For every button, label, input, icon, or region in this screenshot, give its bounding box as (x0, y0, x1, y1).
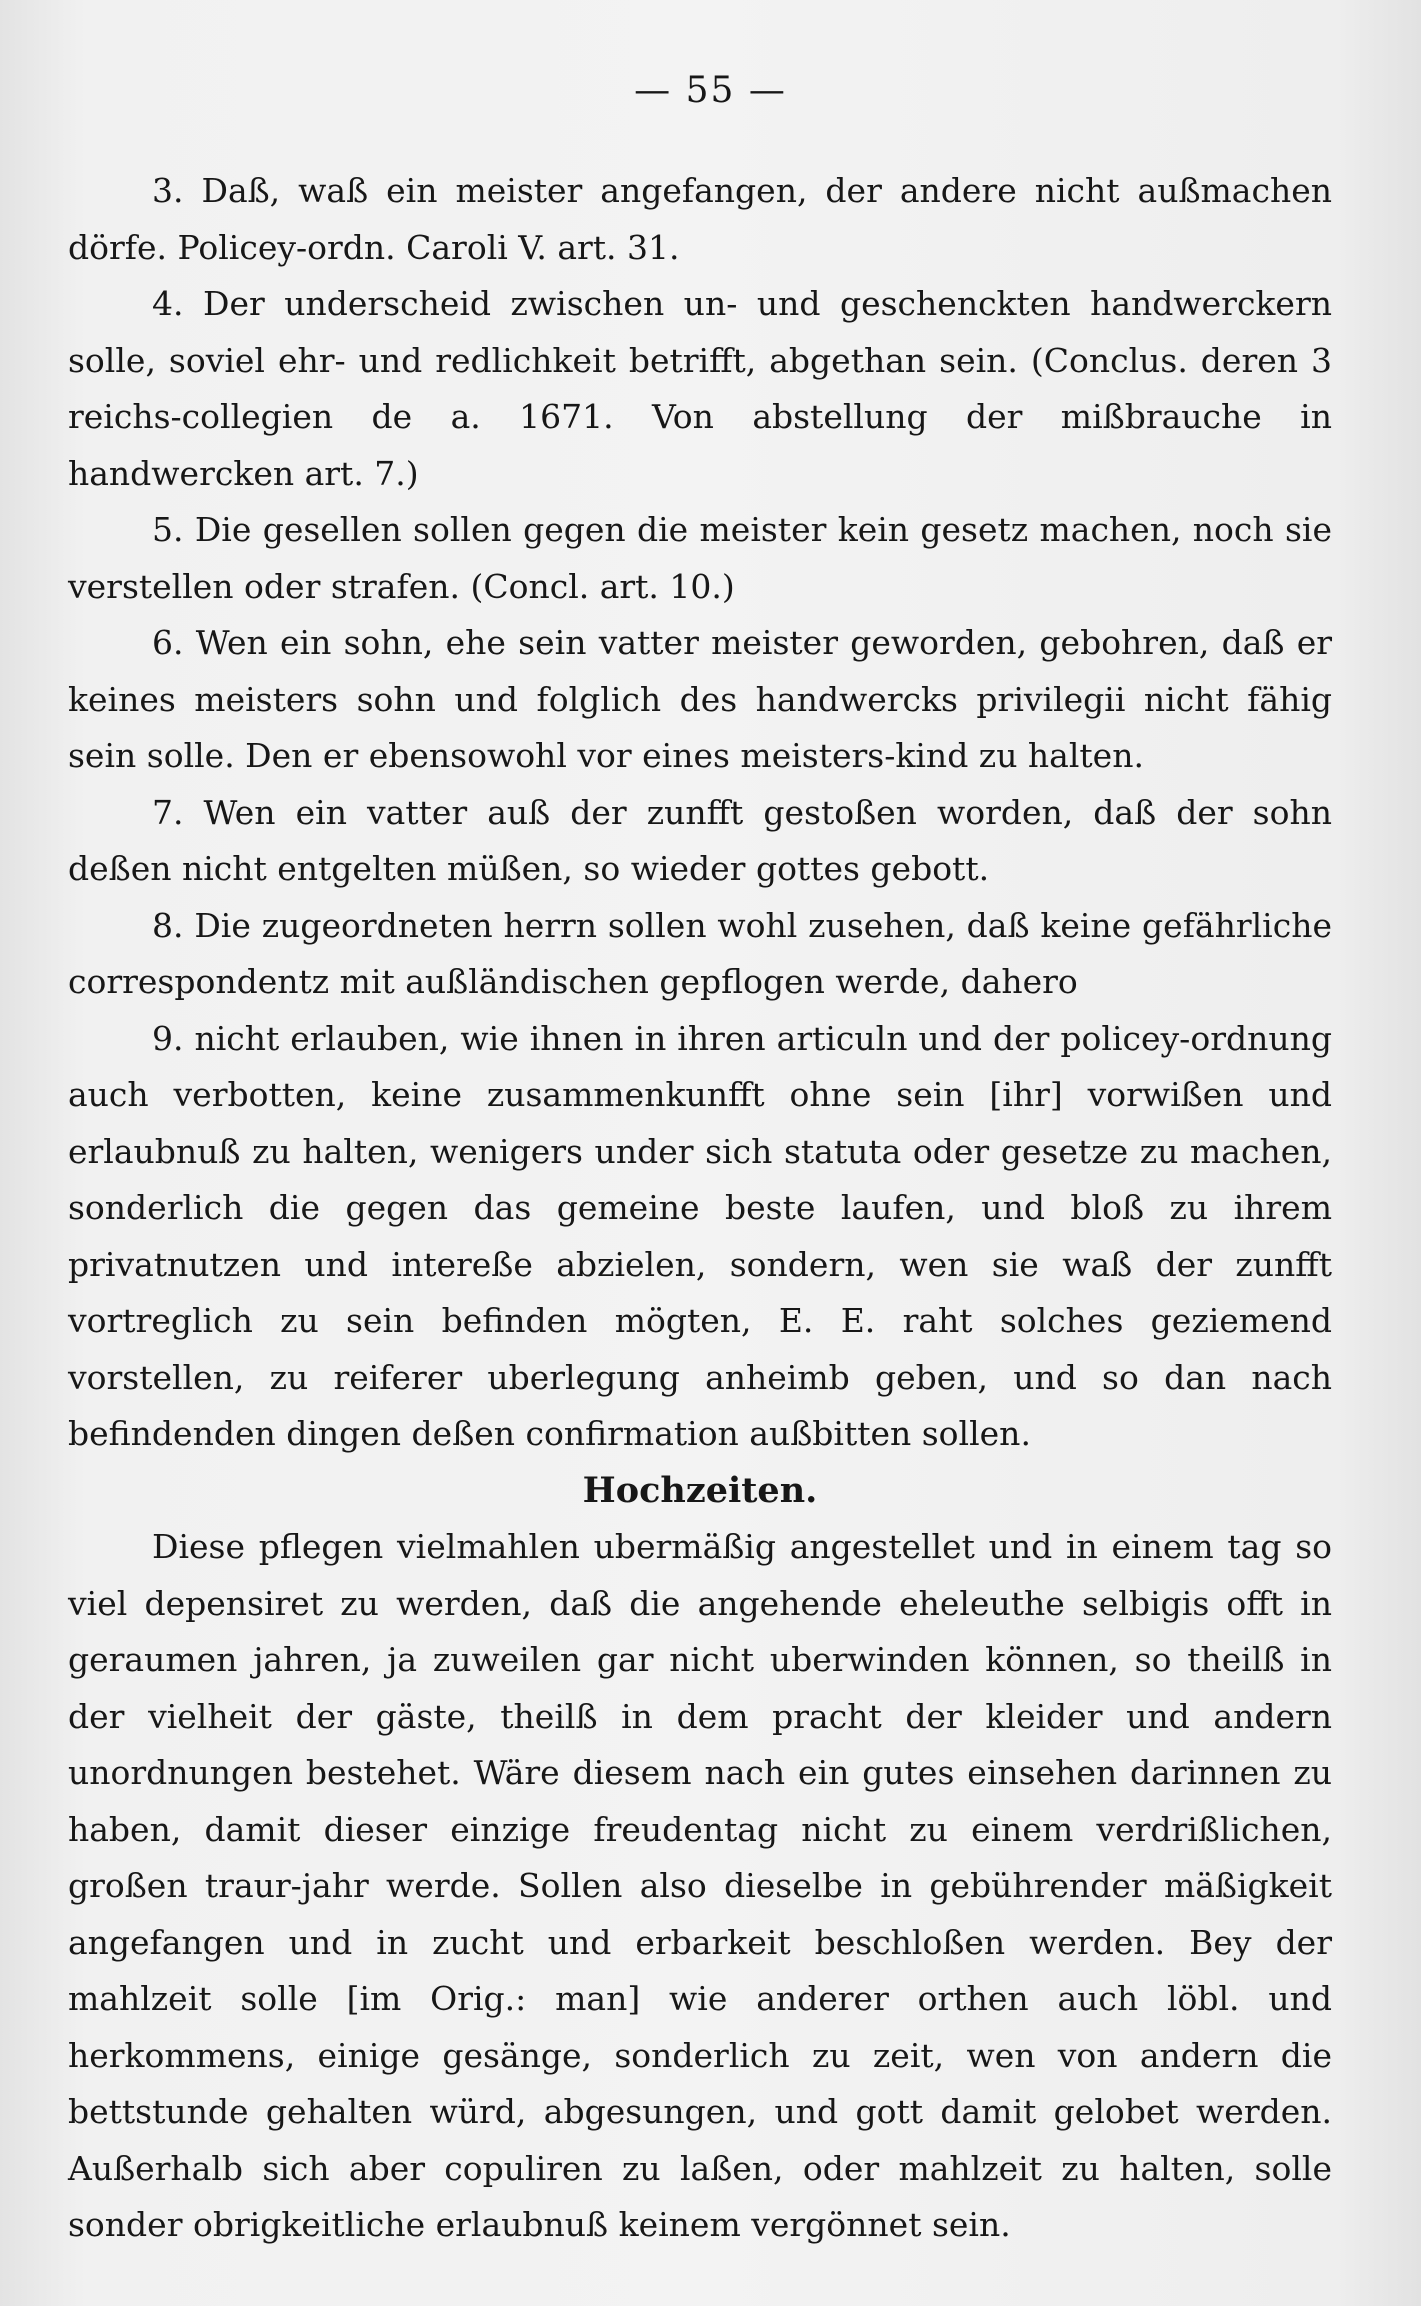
paragraph-item-6: 6. Wen ein sohn, ehe sein vatter meister geworden, gebohren, daß er keines meisters sohn und folglich des handwercks privilegii nicht fähig sein solle. Den er ebensowohl vor eines meisters-kind zu halten. (68, 623, 1332, 775)
page-number: — 55 — (634, 70, 787, 111)
section-heading: Hochzeiten. (582, 1469, 818, 1511)
paragraph-item-7: 7. Wen ein vatter auß der zunfft gestoßen worden, daß der sohn deßen nicht entgelten müßen, so wieder gottes gebott. (68, 792, 1332, 888)
section-paragraph: Diese pflegen vielmahlen ubermäßig angestellet und in einem tag so viel depensiret zu werden, daß die angehende eheleuthe selbigis offt in geraumen jahren, ja zuweilen gar nicht uberwinden können, so theilß in der vielheit der gäste, theilß in dem pracht der kleider und andern unordnungen bestehet. Wäre diesem nach ein gutes einsehen darinnen zu haben, damit dieser einzige freudentag nicht zu einem verdrißlichen, großen traur-jahr werde. Sollen also dieselbe in gebührender mäßigkeit angefangen und in zucht und erbarkeit beschloßen werden. Bey der mahlzeit solle [im Orig.: man] wie anderer orthen auch löbl. und herkommens, einige gesänge, sonderlich zu zeit, wen von andern die bettstunde gehalten würd, abgesungen, und gott damit gelobet werden. Außerhalb sich aber copuliren zu laßen, oder mahlzeit zu halten, solle sonder obrigkeitliche erlaubnuß keinem vergönnet sein. (68, 1527, 1332, 2244)
paragraph-item-5: 5. Die gesellen sollen gegen die meister kein gesetz machen, noch sie verstellen oder strafen. (Concl. art. 10.) (68, 510, 1332, 606)
text-column (68, 163, 1332, 2254)
paragraph-item-4: 4. Der underscheid zwischen un- und geschenckten handwerckern solle, soviel ehr- und redlichkeit betrifft, abgethan sein. (Conclus. deren 3 reichs-collegien de a. 1671. Von abstellung der mißbrauche in handwercken art. 7.) (68, 284, 1332, 493)
paragraph-item-9: 9. nicht erlauben, wie ihnen in ihren articuln und der policey-ordnung auch verbotten, keine zusammenkunfft ohne sein [ihr] vorwißen und erlaubnuß zu halten, wenigers under sich statuta oder gesetze zu machen, sonderlich die gegen das gemeine beste laufen, und bloß zu ihrem privatnutzen und intereße abzielen, sondern, wen sie waß der zunfft vortreglich zu sein befinden mögten, E. E. raht solches geziemend vorstellen, zu reiferer uberlegung anheimb geben, und so dan nach befindenden dingen deßen confirmation außbitten sollen. (68, 1018, 1332, 1453)
paragraph-item-8: 8. Die zugeordneten herrn sollen wohl zusehen, daß keine gefährliche correspondentz mit außländischen gepflogen werde, dahero (68, 905, 1332, 1001)
paragraph-item-3: 3. Daß, waß ein meister angefangen, der andere nicht außmachen dörfe. Policey-ordn. Caroli V. art. 31. (68, 171, 1332, 267)
